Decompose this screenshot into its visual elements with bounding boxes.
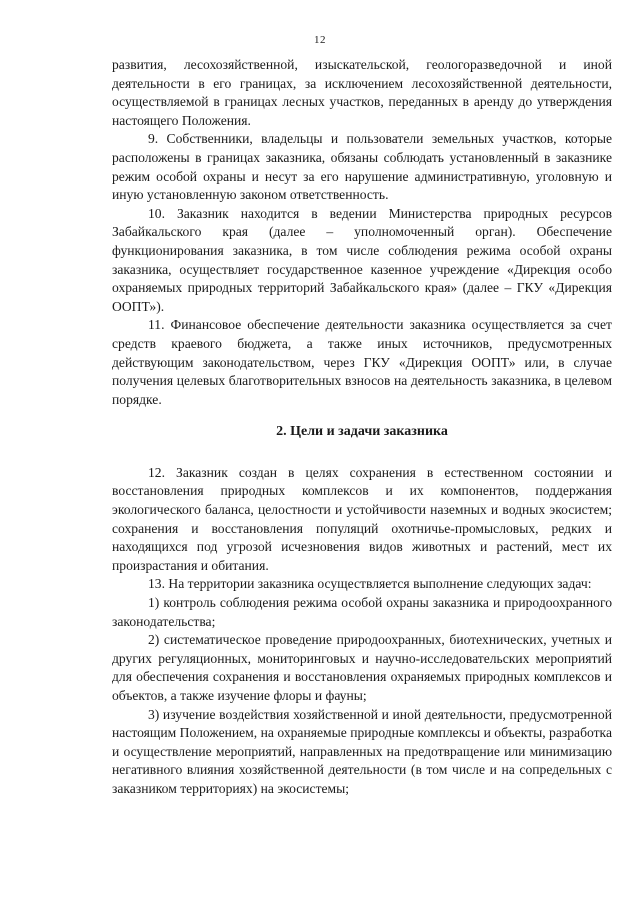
paragraph-13: 13. На территории заказника осуществляется выполнение следующих задач: [148,576,592,592]
task-item-2: 2) систематическое проведение природоохранных, биотехнических, учетных и других регуляционных, мониторинговых и научно-исследовательских мероприятий для обеспечения сохранения и восстановления охраняемых природных комплексов и объектов, а также изучение флоры и фауны; [112,632,612,703]
paragraph-12: 12. Заказник создан в целях сохранения в естественном состоянии и восстановления природных комплексов и их компонентов, поддержания экологического баланса, целостности и устойчивости наземных и водных экосистем; сохранения и восстановления популяций охотничье-промысловых, редких и находящихся под угрозой исчезновения видов животных и растений, мест их произрастания и обитания. [112,464,612,573]
section-heading: 2. Цели и задачи заказника [276,424,448,440]
task-item-3: 3) изучение воздействия хозяйственной и иной деятельности, предусмотренной настоящим Положением, на охраняемые природные комплексы и объекты, разработка и осуществление мероприятий, направленных на предотвращение или минимизацию негативного влияния хозяйственной деятельности (в том числе и на сопредельных с заказником территориях) на экосистемы; [112,706,612,796]
document-body [112,56,612,799]
paragraph-continuation: развития, лесохозяйственной, изыскательской, геологоразведочной и иной деятельности в его границах, за исключением лесохозяйственной деятельности, осуществляемой в границах лесных участков, переданных в аренду до утверждения настоящего Положения. [112,57,612,128]
task-item-1: 1) контроль соблюдения режима особой охраны заказника и природоохранного законодательства; [112,595,612,629]
paragraph-11: 11. Финансовое обеспечение деятельности заказника осуществляется за счет средств краевого бюджета, а также иных источников, предусмотренных действующим законодательством, через ГКУ «Дирекция ООПТ» или, в случае получения целевых благотворительных взносов на деятельность заказника, в целевом порядке. [112,317,612,407]
page-number: 12 [314,34,326,46]
paragraph-9: 9. Собственники, владельцы и пользователи земельных участков, которые расположены в границах заказника, обязаны соблюдать установленный в заказнике режим особой охраны и несут за его нарушение административную, уголовную и иную установленную законом ответственность. [112,131,612,203]
paragraph-10: 10. Заказник находится в ведении Министерства природных ресурсов Забайкальского края (далее – уполномоченный орган). Обеспечение функционирования заказника, в том числе соблюдения режима особой охраны заказника, осуществляет государственное казенное учреждение «Дирекция особо охраняемых природных территорий Забайкальского края» (далее – ГКУ «Дирекция ООПТ»). [112,205,612,314]
